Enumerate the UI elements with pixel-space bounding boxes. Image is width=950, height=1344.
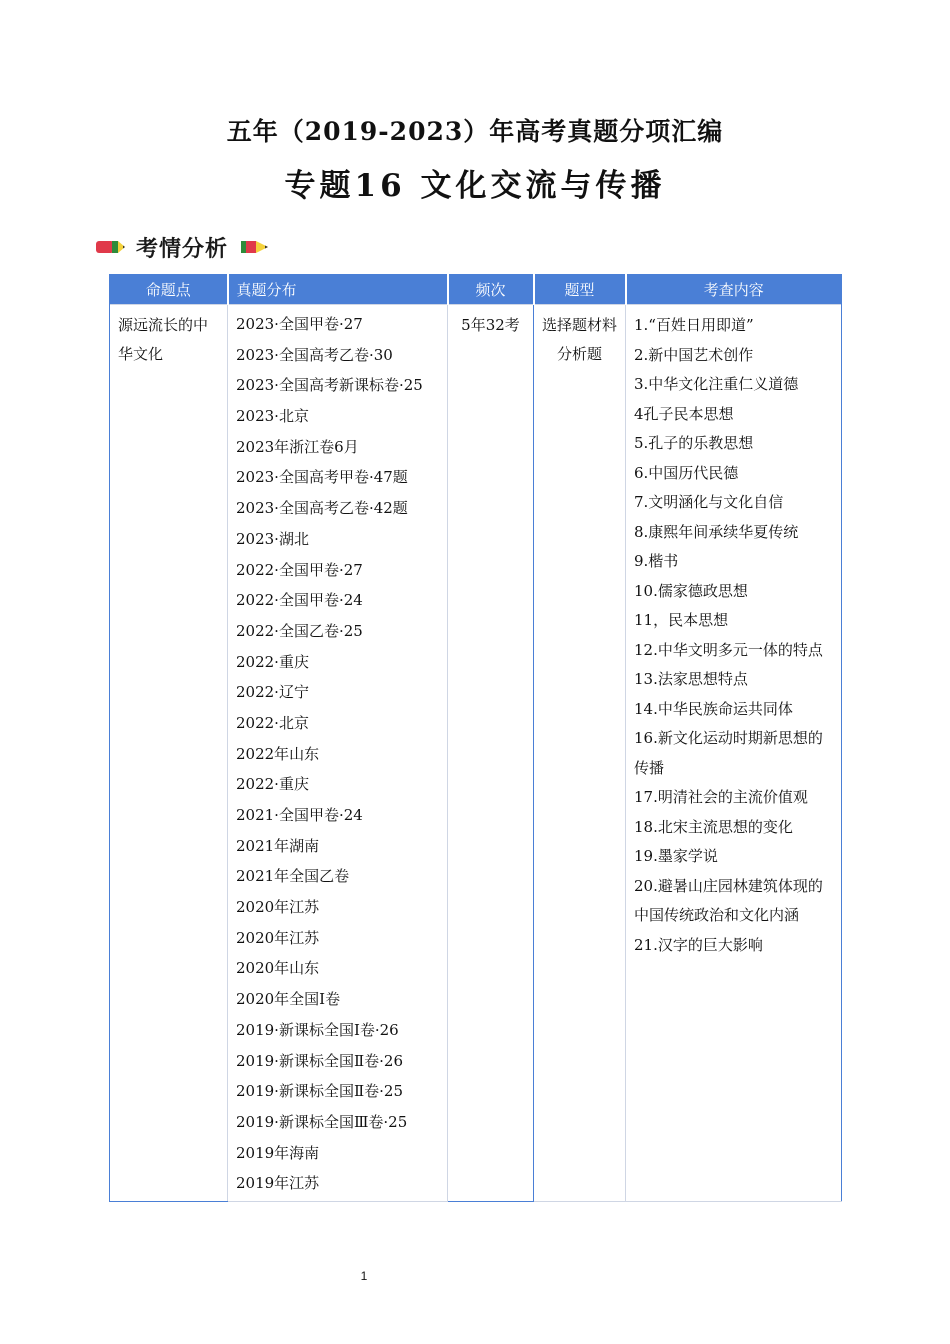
header-type: 题型 bbox=[534, 274, 626, 305]
content-item: 17.明清社会的主流价值观 bbox=[634, 788, 808, 806]
content-item: 21.汉字的巨大影响 bbox=[634, 935, 763, 954]
distribution-item: 2023年浙江卷6月 bbox=[236, 437, 359, 456]
content-item: 5.孔子的乐教思想 bbox=[634, 434, 754, 452]
distribution-item: 2020年全国Ⅰ卷 bbox=[236, 990, 341, 1009]
content-list bbox=[626, 305, 841, 964]
content-item: 11，民本思想 bbox=[634, 611, 729, 629]
content-item: 4孔子民本思想 bbox=[634, 404, 734, 423]
content-item: 9.楷书 bbox=[634, 552, 679, 570]
distribution-item: 2022·北京 bbox=[236, 713, 309, 732]
content-item: 10.儒家德政思想 bbox=[634, 581, 748, 600]
distribution-item: 2023·北京 bbox=[236, 407, 309, 426]
distribution-item: 2021·全国甲卷·24 bbox=[236, 806, 363, 824]
pencil-icon bbox=[240, 239, 270, 255]
content-item: 20.避暑山庄园林建筑体现的中国传统政治和文化内涵 bbox=[634, 876, 823, 924]
distribution-item: 2019年海南 bbox=[236, 1143, 320, 1162]
distribution-item: 2022·全国甲卷·24 bbox=[236, 591, 363, 610]
distribution-item: 2022·重庆 bbox=[236, 775, 309, 794]
frequency-cell bbox=[448, 305, 534, 1202]
distribution-item: 2020年江苏 bbox=[236, 928, 320, 947]
distribution-item: 2019·新课标全国Ⅱ卷·25 bbox=[236, 1082, 403, 1101]
content-cell bbox=[626, 305, 842, 1202]
table-row bbox=[110, 305, 842, 1202]
distribution-item: 2019·新课标全国Ⅰ卷·26 bbox=[236, 1020, 399, 1039]
content-item: 8.康熙年间承续华夏传统 bbox=[634, 522, 799, 541]
section-heading bbox=[94, 231, 270, 263]
type-text: 选择题材料分析题 bbox=[542, 316, 618, 363]
content-item: 14.中华民族命运共同体 bbox=[634, 699, 793, 718]
distribution-item: 2022·全国乙卷·25 bbox=[236, 621, 363, 640]
distribution-item: 2023·湖北 bbox=[236, 529, 309, 548]
header-content: 考查内容 bbox=[626, 274, 842, 305]
exam-analysis-table bbox=[109, 274, 842, 1202]
content-item: 18.北宋主流思想的变化 bbox=[634, 817, 793, 836]
page-number: 1 bbox=[360, 1269, 368, 1283]
distribution-cell bbox=[228, 305, 448, 1202]
distribution-item: 2019年江苏 bbox=[236, 1174, 320, 1193]
type-cell bbox=[534, 305, 626, 1202]
section-label: 考情分析 bbox=[136, 236, 229, 262]
content-item: 13.法家思想特点 bbox=[634, 670, 748, 688]
content-item: 3.中华文化注重仁义道德 bbox=[634, 375, 799, 393]
distribution-item: 2023·全国高考乙卷·42题 bbox=[236, 499, 408, 518]
distribution-item: 2022·重庆 bbox=[236, 652, 309, 671]
content-item: 12.中华文明多元一体的特点 bbox=[634, 640, 823, 659]
table-header-row bbox=[110, 274, 842, 305]
distribution-item: 2022·全国甲卷·27 bbox=[236, 560, 363, 579]
content-item: 2.新中国艺术创作 bbox=[634, 345, 754, 364]
distribution-item: 2022年山东 bbox=[236, 744, 320, 763]
pencil-icon bbox=[94, 239, 126, 255]
distribution-item: 2020年山东 bbox=[236, 959, 320, 978]
content-item: 6.中国历代民德 bbox=[634, 463, 739, 482]
topic-text: 源远流长的中华文化 bbox=[118, 316, 209, 363]
distribution-item: 2019·新课标全国Ⅱ卷·26 bbox=[236, 1051, 403, 1070]
document-subtitle: 专题16 文化交流与传播 bbox=[284, 168, 666, 204]
topic-cell bbox=[110, 305, 228, 1202]
distribution-item: 2020年江苏 bbox=[236, 898, 320, 917]
distribution-item: 2023·全国甲卷·27 bbox=[236, 315, 363, 333]
distribution-item: 2021年全国乙卷 bbox=[236, 867, 350, 886]
distribution-item: 2023·全国高考甲卷·47题 bbox=[236, 468, 408, 487]
header-frequency: 频次 bbox=[448, 274, 534, 305]
content-item: 19.墨家学说 bbox=[634, 847, 718, 865]
header-distribution: 真题分布 bbox=[228, 274, 448, 305]
distribution-item: 2021年湖南 bbox=[236, 836, 320, 855]
header-topic: 命题点 bbox=[110, 274, 228, 305]
distribution-list bbox=[228, 305, 447, 1201]
content-item: 1.“百姓日用即道” bbox=[634, 316, 754, 334]
document-title: 五年（2019-2023）年高考真题分项汇编 bbox=[226, 117, 724, 146]
distribution-item: 2019·新课标全国Ⅲ卷·25 bbox=[236, 1112, 408, 1131]
distribution-item: 2023·全国高考新课标卷·25 bbox=[236, 376, 423, 395]
content-item: 16.新文化运动时期新思想的传播 bbox=[634, 729, 823, 777]
distribution-item: 2022·辽宁 bbox=[236, 683, 309, 702]
content-item: 7.文明涵化与文化自信 bbox=[634, 493, 784, 511]
distribution-item: 2023·全国高考乙卷·30 bbox=[236, 345, 393, 364]
frequency-text: 5年32考 bbox=[461, 316, 520, 334]
